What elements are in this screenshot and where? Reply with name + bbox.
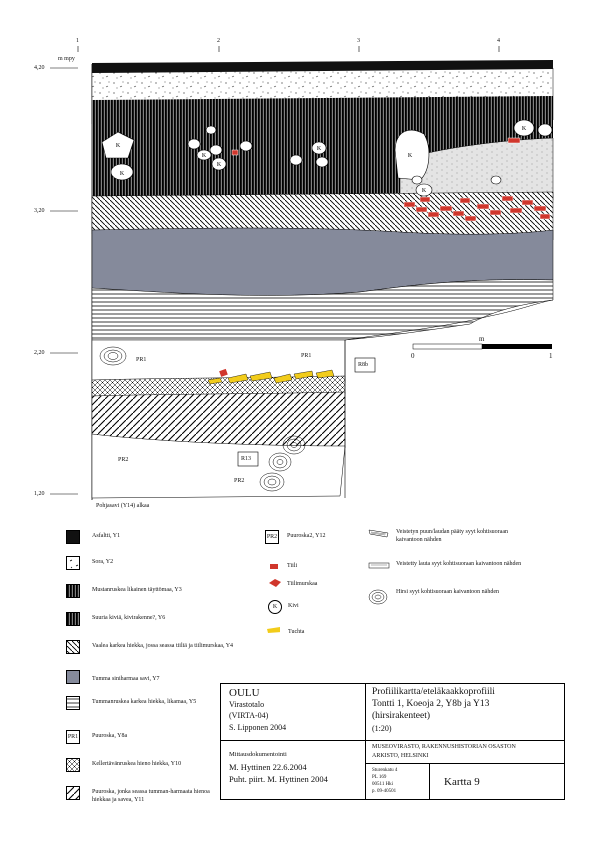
doc-2: M. Hyttinen 22.6.2004 [229, 762, 307, 772]
swatch-kivi: K [268, 600, 282, 614]
svg-text:K: K [421, 188, 427, 194]
elevation-lines [50, 68, 78, 494]
swatch-veistetty-paaty [368, 528, 390, 538]
label-pr1-right: PR1 [301, 353, 312, 359]
swatch-puuroska2: PR2 [265, 530, 279, 544]
title-cell-address [365, 763, 430, 800]
elevation-unit: m mpy [58, 56, 75, 62]
elevation-2-20: 2,20 [34, 350, 45, 356]
scale-unit: m [479, 335, 485, 343]
swatch-siniharmaa [66, 670, 80, 684]
bottom-note: Pohjasavi (Y14) alkaa [96, 503, 150, 509]
column-number-3: 3 [357, 38, 360, 44]
sheet-number: Kartta 9 [444, 776, 480, 788]
label-pr2-right: PR2 [234, 478, 245, 484]
label-pr1-left: PR1 [136, 357, 147, 363]
map-title-2: Tontti 1, Koeoja 2, Y8b ja Y13 [372, 699, 490, 709]
swatch-hirsi [368, 588, 388, 606]
doc-3: Puht. piirt. M. Hyttinen 2004 [229, 774, 328, 784]
addr-4: p. 09-40501 [372, 789, 397, 794]
title-cell-sheet [429, 763, 565, 800]
column-number-2: 2 [217, 38, 220, 44]
swatch-tiili [270, 564, 278, 569]
svg-text:K: K [316, 146, 322, 152]
scale-start: 0 [411, 352, 415, 360]
title-cell-site [220, 683, 366, 741]
column-number-4: 4 [497, 38, 500, 44]
scale-bar [413, 344, 552, 349]
label-pr2-left: PR2 [118, 457, 129, 463]
addr-1: Sturenkatu 4 [372, 768, 398, 773]
map-title-3: (hirsirakenteet) [372, 711, 431, 721]
title-cell-map [365, 683, 565, 741]
elevation-3-20: 3,20 [34, 208, 45, 214]
scale-end: 1 [549, 352, 553, 360]
title-cell-doc [220, 740, 366, 800]
swatch-puuroska-savi [66, 786, 80, 800]
author: S. Lipponen 2004 [229, 723, 287, 732]
addr-2: PL 169 [372, 775, 387, 780]
elevation-4-20: 4,20 [34, 65, 45, 71]
title-cell-org [365, 740, 565, 764]
swatch-tuchta [266, 626, 280, 640]
org-1: MUSEOVIRASTO, RAKENNUSHISTORIAN OSASTON [372, 744, 516, 750]
svg-text:K: K [115, 143, 121, 149]
column-number-1: 1 [76, 38, 79, 44]
swatch-tummanruskea [66, 696, 80, 710]
elevation-1-20: 1,20 [34, 491, 45, 497]
city: OULU [229, 687, 260, 699]
svg-text:K: K [216, 162, 222, 168]
swatch-suuria-kivia [66, 612, 80, 626]
map-title-1: Profiilikartta/eteläkaakkoprofiili [372, 687, 495, 697]
site-1: Virastotalo [229, 700, 265, 709]
swatch-vaalea-hiekka [66, 640, 80, 654]
swatch-veistetty-lauta [368, 562, 390, 570]
swatch-puuroska: PR1 [66, 730, 80, 744]
label-r13: R13 [241, 456, 252, 462]
svg-text:K: K [407, 153, 413, 159]
swatch-asfaltti [66, 530, 80, 544]
scale: (1:20) [372, 724, 392, 733]
addr-3: 00511 Hki [372, 782, 394, 787]
svg-text:K: K [119, 171, 125, 177]
svg-text:K: K [521, 126, 527, 132]
swatch-tiilimurskaa [268, 578, 282, 592]
column-ticks [78, 46, 499, 52]
org-2: ARKISTO, HELSINKI [372, 753, 429, 759]
swatch-sora [66, 556, 80, 570]
swatch-kellertava [66, 758, 80, 772]
site-2: (VIRTA-04) [229, 711, 269, 720]
doc-1: Mittausdokumentointi [229, 751, 287, 758]
svg-text:K: K [201, 153, 207, 159]
label-r8b: R8b [358, 362, 369, 368]
swatch-mustanruskea [66, 584, 80, 598]
